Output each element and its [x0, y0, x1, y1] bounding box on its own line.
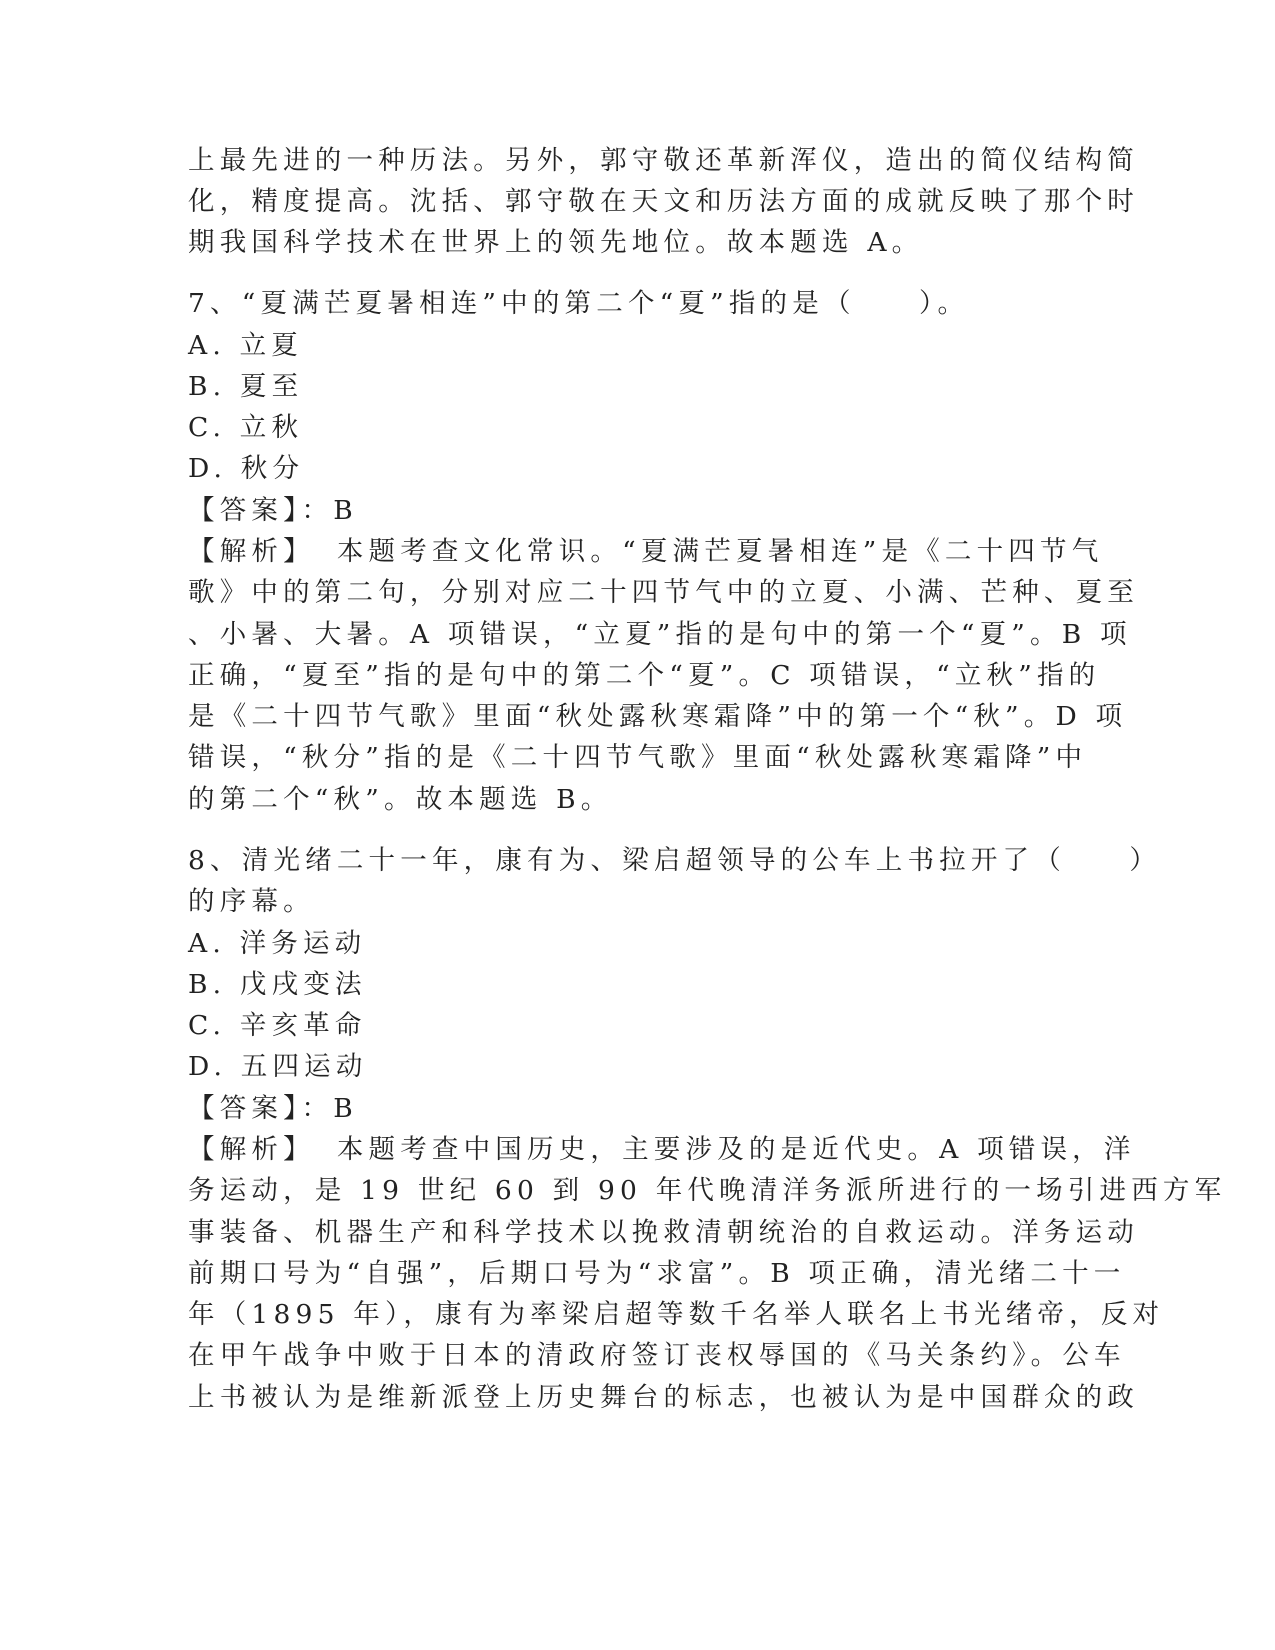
question-7-option-d: D. 秋分: [188, 453, 305, 484]
question-7-text: 7、“夏满芒夏暑相连”中的第二个“夏”指的是（ ）。: [188, 288, 970, 319]
question-8-option-b: B. 戊戌变法: [188, 969, 367, 1000]
intro-line: 期我国科学技术在世界上的领先地位。故本题选 A。: [188, 227, 924, 258]
analysis-label: 【解析】: [188, 536, 315, 567]
question-8-text: 8、清光绪二十一年，康有为、梁启超领导的公车上书拉开了（ ）: [188, 845, 1162, 876]
question-8-analysis-line: 上书被认为是维新派登上历史舞台的标志，也被认为是中国群众的政: [188, 1382, 1139, 1413]
question-8-answer: [188, 1093, 1088, 1125]
question-8-analysis-line: 事装备、机器生产和科学技术以挽救清朝统治的自救运动。洋务运动: [188, 1217, 1139, 1248]
question-8-option-d: D. 五四运动: [188, 1051, 368, 1082]
question-7-analysis-line: 、小暑、大暑。A 项错误，“立夏”指的是句中的第一个“夏”。B 项: [188, 619, 1132, 650]
intro-line: 化，精度提高。沈括、郭守敬在天文和历法方面的成就反映了那个时: [188, 186, 1139, 217]
question-8-analysis-first: [188, 1134, 1136, 1166]
analysis-label: 【解析】: [188, 1134, 315, 1165]
question-8-analysis-line: 年（1895 年），康有为率梁启超等数千名举人联名上书光绪帝，反对: [188, 1299, 1165, 1330]
answer-label: 【答案】：: [188, 1093, 334, 1124]
question-7-analysis-first: [188, 536, 1104, 568]
question-7-option-c: C. 立秋: [188, 412, 304, 443]
question-8-analysis-line: 前期口号为“自强”，后期口号为“求富”。B 项正确，清光绪二十一: [188, 1258, 1126, 1289]
question-7-answer: [188, 495, 1088, 527]
answer-value: B: [333, 1093, 358, 1124]
question-7-analysis-line: 正确，“夏至”指的是句中的第二个“夏”。C 项错误，“立秋”指的: [188, 660, 1101, 691]
question-7-analysis-line: 错误，“秋分”指的是《二十四节气歌》里面“秋处露秋寒霜降”中: [188, 742, 1088, 773]
answer-value: B: [333, 495, 358, 526]
question-7-analysis-line: 歌》中的第二句，分别对应二十四节气中的立夏、小满、芒种、夏至: [188, 577, 1139, 608]
question-8-text-cont: 的序幕。: [188, 886, 315, 917]
question-8-analysis-line: 在甲午战争中败于日本的清政府签订丧权辱国的《马关条约》。公车: [188, 1340, 1126, 1371]
question-7-analysis-line: 是《二十四节气歌》里面“秋处露秋寒霜降”中的第一个“秋”。D 项: [188, 701, 1128, 732]
question-8-option-a: A. 洋务运动: [188, 928, 367, 959]
question-7-analysis-line: 的第二个“秋”。故本题选 B。: [188, 784, 613, 815]
intro-line: 上最先进的一种历法。另外，郭守敬还革新浑仪，造出的简仪结构简: [188, 145, 1139, 176]
question-7-option-b: B. 夏至: [188, 371, 304, 402]
question-8-analysis-line: 务运动，是 19 世纪 60 到 90 年代晚清洋务派所进行的一场引进西方军: [188, 1175, 1227, 1206]
analysis-text: 本题考查文化常识。“夏满芒夏暑相连”是《二十四节气: [336, 536, 1104, 567]
question-7-option-a: A. 立夏: [188, 330, 303, 361]
analysis-text: 本题考查中国历史，主要涉及的是近代史。A 项错误，洋: [336, 1134, 1136, 1165]
question-8-option-c: C. 辛亥革命: [188, 1010, 367, 1041]
answer-label: 【答案】：: [188, 495, 334, 526]
